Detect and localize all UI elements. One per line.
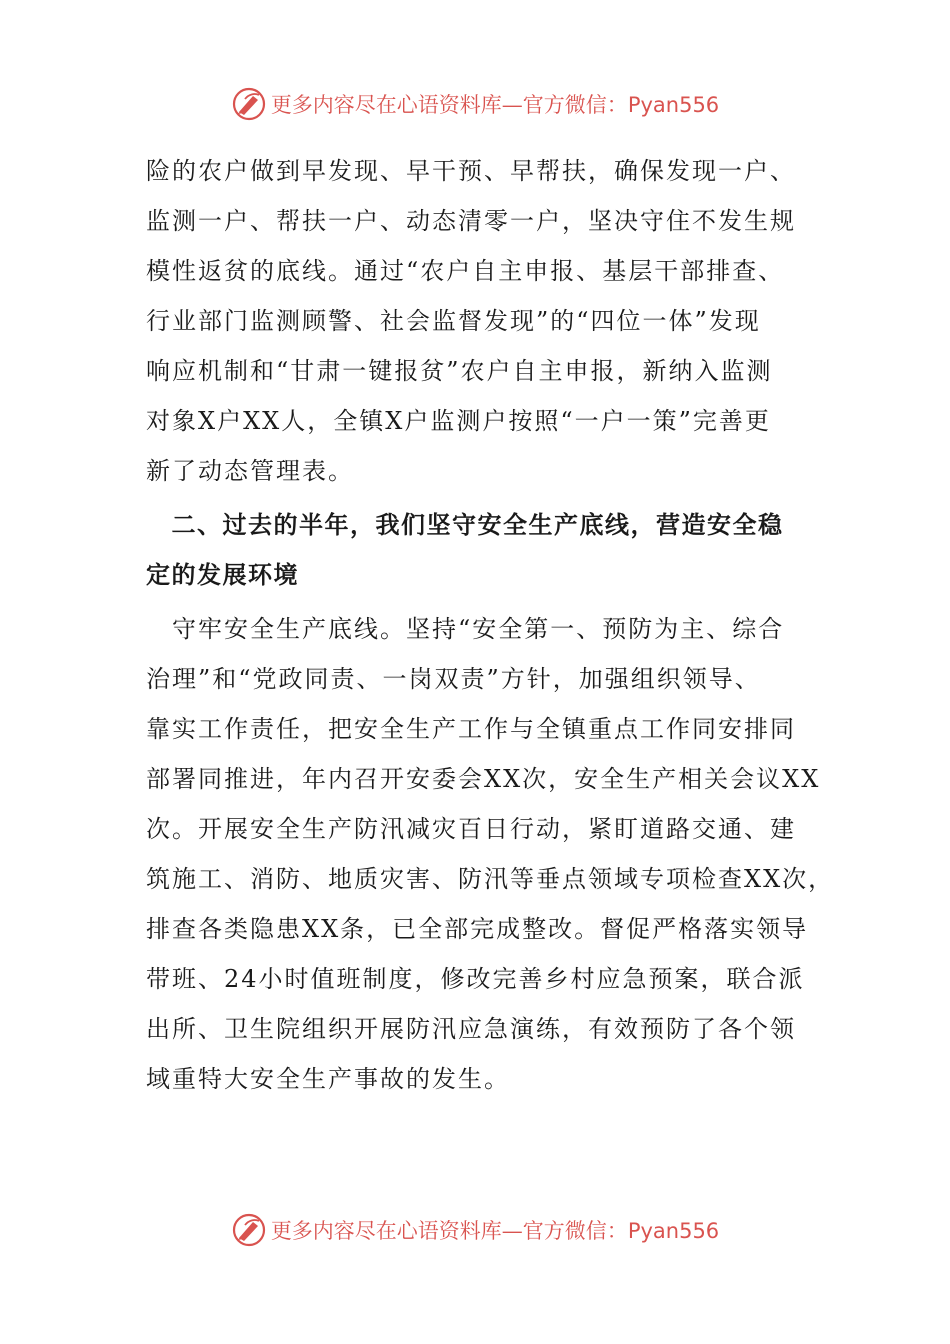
text-line: 带班、24小时值班制度，修改完善乡村应急预案，联合派 (146, 965, 805, 993)
text-line: 监测一户、帮扶一户、动态清零一户，坚决守住不发生规 (146, 207, 796, 235)
text-line: 险的农户做到早发现、早干预、早帮扶，确保发现一户、 (146, 157, 796, 185)
text-line: 对象X户XX人，全镇X户监测户按照“一户一策”完善更 (146, 407, 771, 435)
section-heading: 二、过去的半年，我们坚守安全生产底线，营造安全稳 (146, 510, 784, 539)
text-line: 治理”和“党政同责、一岗双责”方针，加强组织领导、 (146, 665, 761, 693)
text-line: 出所、卫生院组织开展防汛应急演练，有效预防了各个领 (146, 1015, 796, 1043)
footer-watermark (0, 1210, 950, 1250)
section-heading: 定的发展环境 (146, 560, 299, 589)
wechat-id: Pyan556 (627, 93, 720, 117)
text-line: 靠实工作责任，把安全生产工作与全镇重点工作同安排同 (146, 715, 796, 743)
text-line: 模性返贫的底线。通过“农户自主申报、基层干部排查、 (146, 257, 785, 285)
text-line: 新了动态管理表。 (146, 457, 354, 485)
watermark-text: 更多内容尽在心语资料库—官方微信：Pyan556 (270, 1219, 720, 1243)
document-body (146, 146, 835, 1104)
wechat-id: Pyan556 (627, 1219, 720, 1243)
pen-nib-logo-icon (231, 86, 267, 122)
text-line: 域重特大安全生产事故的发生。 (146, 1065, 510, 1093)
text-line: 部署同推进，年内召开安委会XX次，安全生产相关会议XX (146, 765, 821, 793)
text-line: 筑施工、消防、地质灾害、防汛等垂点领域专项检查XX次， (146, 865, 835, 893)
watermark-text: 更多内容尽在心语资料库—官方微信：Pyan556 (270, 93, 720, 117)
text-line: 排查各类隐患XX条，已全部完成整改。督促严格落实领导 (146, 915, 809, 943)
pen-nib-logo-icon (231, 1212, 267, 1248)
text-line: 守牢安全生产底线。坚持“安全第一、预防为主、综合 (146, 615, 785, 643)
header-watermark (0, 84, 950, 124)
text-line: 响应机制和“甘肃一键报贫”农户自主申报，新纳入监测 (146, 357, 773, 385)
text-line: 次。开展安全生产防汛减灾百日行动，紧盯道路交通、建 (146, 815, 796, 843)
text-line: 行业部门监测顾警、社会监督发现”的“四位一体”发现 (146, 307, 761, 335)
